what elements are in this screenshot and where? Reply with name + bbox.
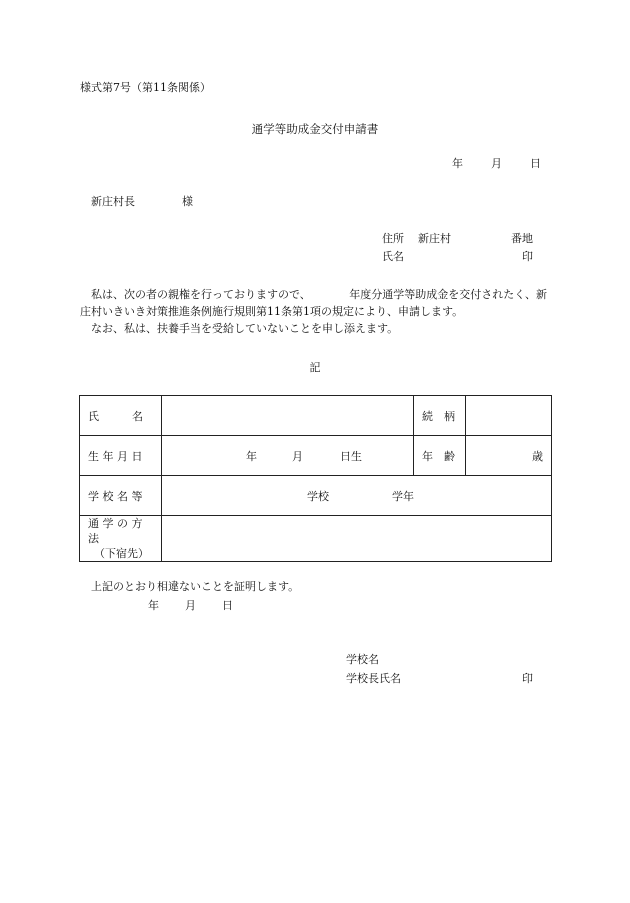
form-number: 様式第7号（第11条関係） [80, 81, 211, 94]
certification-statement: 上記のとおり相違ないことを証明します。 [91, 580, 300, 593]
age-label: 年 齢 [422, 449, 455, 463]
applicant-seal: 印 [522, 250, 533, 263]
date-year-label: 年 [452, 157, 463, 170]
cert-day-label: 日 [222, 599, 233, 612]
dob-month-label: 月 [292, 449, 303, 463]
table-row-name [80, 396, 552, 436]
cert-month-label: 月 [185, 599, 196, 612]
student-info-table [79, 395, 552, 562]
table-row-school [80, 476, 552, 516]
application-date [452, 157, 541, 171]
commute-label: 通 学 の 方 法 [88, 517, 143, 545]
applicant-name-label: 氏名 [382, 250, 404, 263]
commute-label-cell [80, 516, 162, 562]
body-paragraph-1: 私は、次の者の親権を行っておりますので、 年度分通学等助成金を交付されたく、新庄村いきいき対策推進条例施行規則第11条第1項の規定により、申請します。 [80, 288, 548, 318]
school-name-label: 学校名 [346, 653, 379, 666]
name-label: 氏 名 [88, 409, 143, 423]
name-input-cell[interactable] [162, 396, 414, 436]
commute-input-cell[interactable] [162, 516, 552, 562]
dob-year-label: 年 [246, 449, 257, 463]
dob-input-cell[interactable] [162, 436, 414, 476]
addressee-honorific: 様 [182, 195, 193, 208]
principal-name-label: 学校長氏名 [346, 672, 401, 685]
grade-unit: 学年 [392, 489, 414, 503]
table-row-commute [80, 516, 552, 562]
dob-label-cell [80, 436, 162, 476]
school-unit: 学校 [307, 489, 329, 503]
relation-label-cell [414, 396, 466, 436]
date-month-label: 月 [491, 157, 502, 170]
relation-label: 続 柄 [422, 409, 455, 423]
address-value: 新庄村 [418, 232, 451, 245]
name-label-cell [80, 396, 162, 436]
school-label-cell [80, 476, 162, 516]
age-input-cell[interactable] [466, 436, 552, 476]
dob-label: 生 年 月 日 [88, 449, 143, 463]
date-day-label: 日 [530, 157, 541, 170]
age-unit: 歳 [532, 449, 543, 463]
addressee [91, 195, 193, 209]
table-row-dob [80, 436, 552, 476]
principal-seal: 印 [522, 672, 533, 685]
school-input-cell[interactable] [162, 476, 552, 516]
ki-heading: 記 [309, 361, 321, 374]
school-label: 学 校 名 等 [88, 489, 143, 503]
certification-date [148, 599, 233, 613]
relation-input-cell[interactable] [466, 396, 552, 436]
address-label: 住所 [382, 232, 404, 245]
age-label-cell [414, 436, 466, 476]
addressee-name: 新庄村長 [91, 195, 135, 208]
page-title: 通学等助成金交付申請書 [251, 122, 379, 136]
address-suffix: 番地 [511, 232, 533, 245]
body-paragraph-2: なお、私は、扶養手当を受給していないことを申し添えます。 [80, 322, 399, 335]
commute-sub-label: （下宿先） [94, 547, 149, 560]
dob-day-label: 日生 [340, 449, 362, 463]
cert-year-label: 年 [148, 599, 159, 612]
